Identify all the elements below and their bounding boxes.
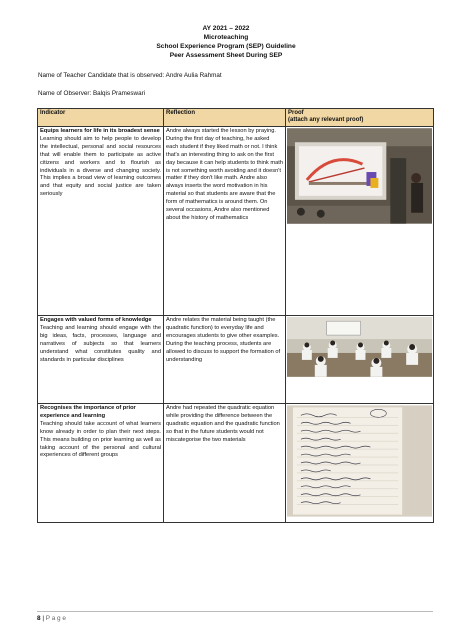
indicator-cell — [38, 316, 164, 404]
table-row — [38, 127, 434, 316]
header-proof — [286, 109, 434, 127]
indicator-title: Engages with valued forms of knowledge — [40, 317, 152, 323]
page-footer — [37, 615, 66, 622]
proof-cell — [286, 404, 434, 523]
page-number: 8 — [37, 615, 41, 622]
indicator-description: Teaching should take account of what learners know already in order to plan their next steps. This means building on prior learning as well as taking account of the personal and cultural experiences of different groups — [40, 420, 161, 459]
indicator-description: Teaching and learning should engage with the big ideas, facts, processes, language and narratives of subjects so that learners understand what constitutes quality and standards in particular disciplines — [40, 324, 161, 363]
header-proof-label: Proof — [288, 110, 304, 116]
header-year: AY 2021 – 2022 — [202, 25, 250, 32]
proof-cell — [286, 316, 434, 404]
footer-divider — [37, 611, 433, 612]
teacher-candidate-name: Name of Teacher Candidate that is observed: Andre Aulia Rahmat — [38, 72, 222, 79]
header-program: School Experience Program (SEP) Guideline — [156, 43, 296, 50]
proof-cell — [286, 127, 434, 316]
page-label: P a g e — [45, 615, 66, 622]
header-reflection: Reflection — [164, 109, 286, 127]
reflection-cell: Andre always started the lesson by praying. During the first day of teaching, he asked each student if they liked math or not. I think that's an interesting thing to ask on the first day because it can help students to think math is not something worth avoiding and it doesn't matter if they don't like math. Andre also always inserts the word motivation in his material so that students are aware that the form of mathematics is around them. On several occasions, Andre also mentioned about the history of mathematics — [164, 127, 286, 316]
indicator-title: Recognises the importance of prior experience and learning — [40, 405, 136, 419]
indicator-description: Learning should aim to help people to develop the intellectual, personal and social resources that will enable them to participate as active citizens and workers and to flourish as individuals in a diverse and changing society. This implies a broad view of learning outcomes and that equity and social justice are taken seriously — [40, 135, 161, 198]
indicator-cell — [38, 404, 164, 523]
classroom-students-photo — [287, 317, 432, 377]
table-header-row — [38, 109, 434, 127]
header-proof-note: (attach any relevant proof) — [288, 117, 364, 123]
header-sheet-title: Peer Assessment Sheet During SEP — [169, 52, 283, 59]
handwritten-notes-photo — [287, 405, 432, 517]
peer-assessment-table — [37, 108, 434, 523]
table-row — [38, 316, 434, 404]
table-row — [38, 404, 434, 523]
reflection-cell: Andre relates the material being taught (the quadratic function) to everyday life and encourages students to give other examples. During the teaching process, students are allowed to discuss to support the formation of understanding — [164, 316, 286, 404]
indicator-title: Equips learners for life in its broadest sense — [40, 128, 160, 134]
observer-name: Name of Observer: Balqis Prameswari — [38, 90, 146, 97]
reflection-cell: Andre had repeated the quadratic equation while providing the difference between the quadratic equation and the quadratic function so that in the future students would not miscategorise the two materials — [164, 404, 286, 523]
page-separator: | — [40, 615, 46, 622]
classroom-projection-photo — [287, 128, 432, 224]
header-indicator: Indicator — [38, 109, 164, 127]
header-course: Microteaching — [203, 34, 249, 41]
indicator-cell — [38, 127, 164, 316]
